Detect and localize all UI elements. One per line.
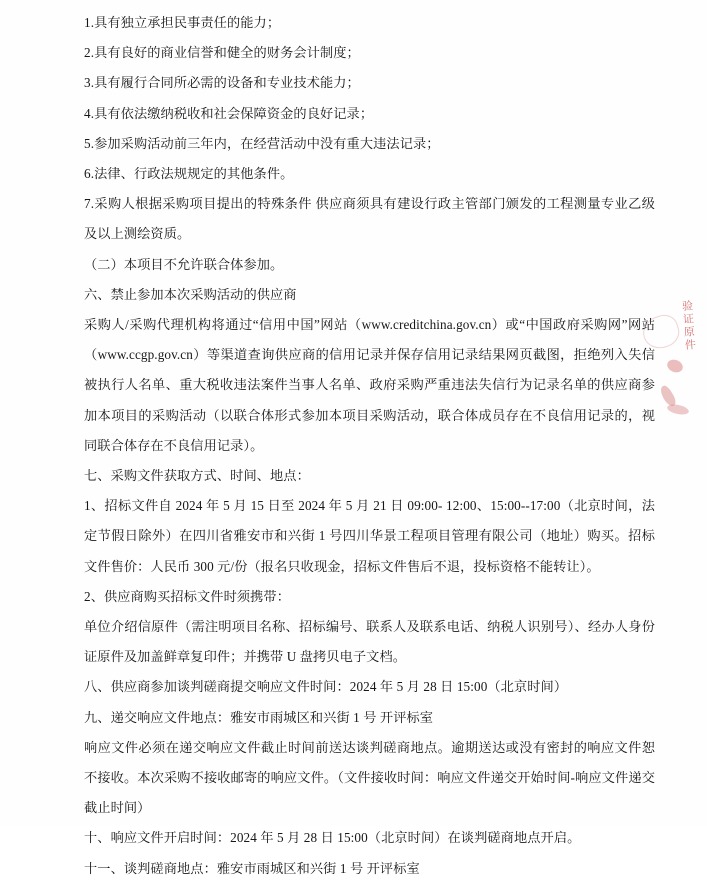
paragraph: 响应文件必须在递交响应文件截止时间前送达谈判磋商地点。逾期送达或没有密封的响应文件恕不接收。本次采购不接收邮寄的响应文件。（文件接收时间：响应文件递交开始时间-响应文件递交截止时间） bbox=[84, 739, 655, 816]
red-ink-smudge-icon bbox=[665, 357, 684, 374]
red-stamp-text: 验证原件 bbox=[680, 299, 696, 353]
paragraph: 3.具有履行合同所必需的设备和专业技术能力； bbox=[84, 75, 360, 91]
paragraph: 6.法律、行政法规规定的其他条件。 bbox=[84, 166, 294, 182]
paragraph: 2、供应商购买招标文件时须携带： bbox=[84, 588, 291, 604]
paragraph: 单位介绍信原件（需注明项目名称、招标编号、联系人及联系电话、纳税人识别号）、经办人身份证原件及加盖鲜章复印件；并携带 U 盘拷贝电子文档。 bbox=[84, 619, 655, 665]
paragraph: （二）本项目不允许联合体参加。 bbox=[84, 256, 284, 272]
paragraph: 5.参加采购活动前三年内，在经营活动中没有重大违法记录； bbox=[84, 135, 440, 151]
paragraph: 2.具有良好的商业信誉和健全的财务会计制度； bbox=[84, 45, 360, 61]
paragraph: 1.具有独立承担民事责任的能力； bbox=[84, 15, 281, 30]
section-heading: 九、递交响应文件地点：雅安市雨城区和兴街 1 号 开评标室 bbox=[84, 709, 434, 725]
paragraph: 1、招标文件自 2024 年 5 月 15 日至 2024 年 5 月 21 日 09:00- 12:00、15:00--17:00（北京时间，法定节假日除外）在四川省雅安市和兴街 1 号四川华景工程项目管理有限公司（地址）购买。招标文件售价：人民币 300 元/份（报名只收现金，招标文件售后不退，投标资格不能转让）。 bbox=[84, 498, 655, 574]
section-heading: 十一、谈判磋商地点：雅安市雨城区和兴街 1 号 开评标室 bbox=[84, 860, 420, 876]
red-ink-dot-icon bbox=[666, 403, 689, 416]
section-heading: 七、采购文件获取方式、时间、地点： bbox=[84, 468, 310, 484]
section-heading: 六、禁止参加本次采购活动的供应商 bbox=[84, 286, 297, 302]
document-body bbox=[84, 8, 655, 884]
section-heading: 十、响应文件开启时间：2024 年 5 月 28 日 15:00（北京时间）在谈判磋商地点开启。 bbox=[84, 830, 581, 846]
section-heading: 八、供应商参加谈判磋商提交响应文件时间：2024 年 5 月 28 日 15:00（北京时间） bbox=[84, 679, 568, 695]
paragraph: 4.具有依法缴纳税收和社会保障资金的良好记录； bbox=[84, 105, 374, 121]
paragraph: 采购人/采购代理机构将通过“信用中国”网站（www.creditchina.gov.cn）或“中国政府采购网”网站（www.ccgp.gov.cn）等渠道查询供应商的信用记录并保存信用记录结果网页截图，拒绝列入失信被执行人名单、重大税收违法案件当事人名单、政府采购严重违法失信行为记录名单的供应商参加本项目的采购活动（以联合体形式参加本项目采购活动，联合体成员存在不良信用记录的，视同联合体存在不良信用记录）。 bbox=[84, 317, 655, 453]
paragraph: 7.采购人根据采购项目提出的特殊条件 供应商须具有建设行政主管部门颁发的工程测量专业乙级及以上测绘资质。 bbox=[84, 196, 655, 242]
red-ink-streak-icon bbox=[658, 384, 678, 408]
